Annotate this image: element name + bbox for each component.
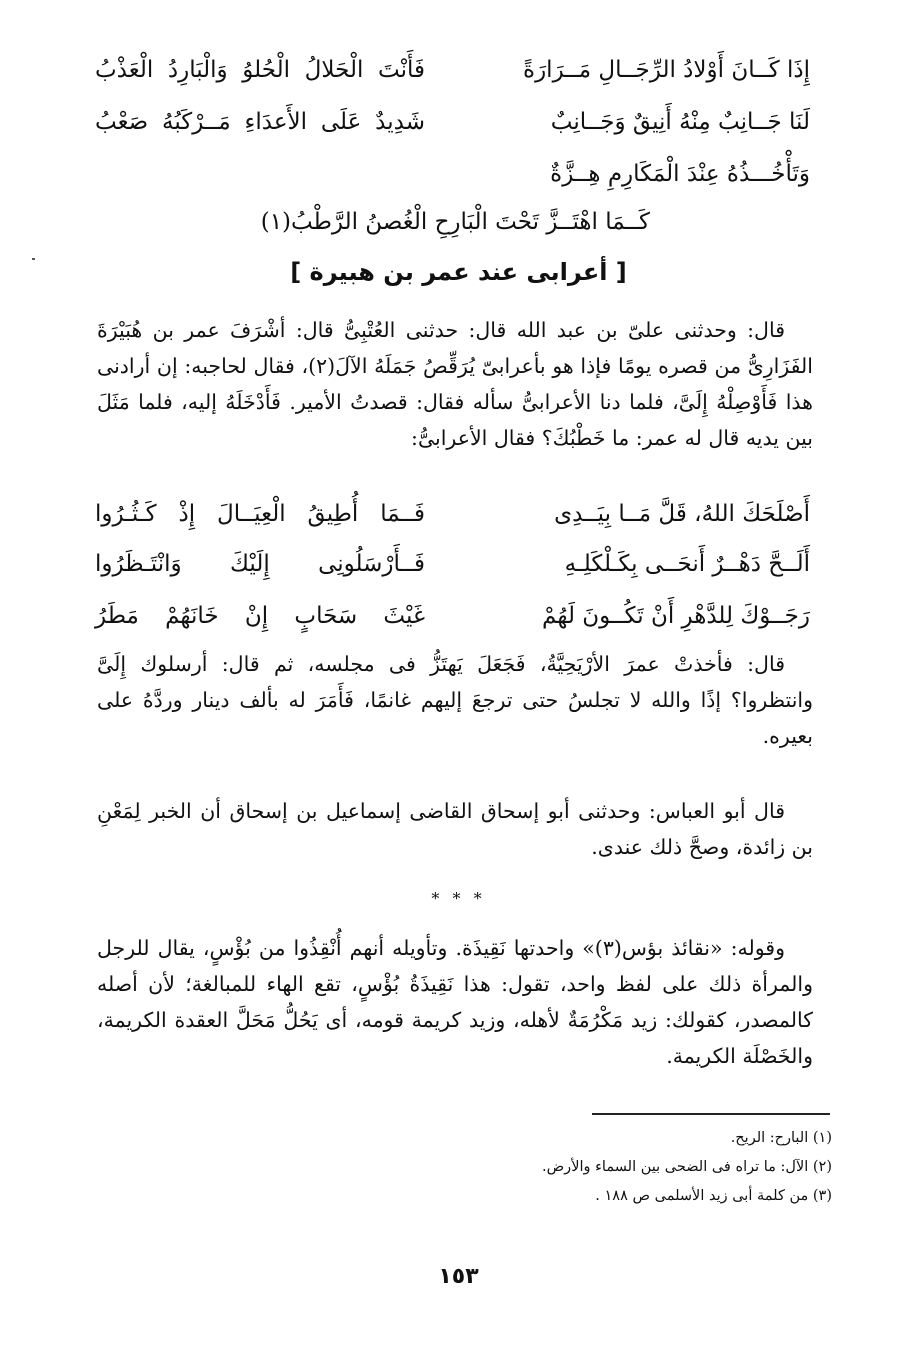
verse-second-hemistich: شَدِيدٌ عَلَى الأَعدَاءِ مَــرْكَبُهُ صَعْبُ <box>95 109 425 135</box>
verse-second-hemistich: فَــأَرْسَلُونِى إِلَيْكَ وَانْتَـظَرُوا <box>95 551 425 577</box>
poem1-verse-2 <box>95 102 810 142</box>
poem1-verse-3-second-hemistich: كَــمَا اهْتَــزَّ تَحْتَ الْبَارِحِ الْغُصنُ الرَّطْبُ(١) <box>260 209 650 235</box>
verse-first-hemistich: أَلَــحَّ دَهْــرٌ أَنحَــى بِكَـلْكَلِـهِ <box>564 551 810 577</box>
paragraph-1 <box>97 312 813 456</box>
section-title: [ أعرابى عند عمر بن هبيرة ] <box>290 258 627 286</box>
paragraph-2 <box>97 646 813 754</box>
paragraph-text: قال: وحدثنى علىّ بن عبد الله قال: حدثنى العُتْبِىُّ قال: أشْرَفَ عمر بن هُبَيْرَةَ الفَزَارِىُّ من قصره يومًا فإذا هو بأعرابىّ يُرَقِّصُ جَمَلَهُ الآلَ(٢)، فقال لحاجبه: إن أرادنى هذا فَأَوْصِلْهُ إِلَىَّ، فلما دنا الأعرابىُّ سأله فقال: قصدتُ الأمير. فَأَدْخَلَهُ إليه، فلما مَثَلَ بين يديه قال له عمر: ما خَطْبُكَ؟ فقال الأعرابىُّ: <box>97 318 813 450</box>
poem2-verse-3 <box>95 596 810 636</box>
verse-first-hemistich: لَنَا جَــانِبٌ مِنْهُ أَنِيقٌ وَجَــانِبٌ <box>550 109 810 135</box>
verse-first-hemistich: إِذَا كَــانَ أَوْلادُ الرِّجَــالِ مَــرَارَةً <box>523 57 810 83</box>
footnote-1: (١) البارح: الريح. <box>730 1130 832 1146</box>
poem2-verse-1 <box>95 494 810 534</box>
footnote-3: (٣) من كلمة أبى زيد الأسلمى ص ١٨٨ . <box>595 1188 832 1204</box>
poem2-verse-2 <box>95 544 810 584</box>
paragraph-text: وقوله: «نقائذ بؤس(٣)» واحدتها نَقِيذَة. وتأويله أنهم أُنْقِذُوا من بُؤْسٍ، يقال للرجل والمرأة ذلك على لفظ واحد، تقول: هذا نَقِيذَةُ بُؤْسٍ، تقع الهاء للمبالغة؛ لأن أصله كالمصدر، كقولك: زيد مَكْرُمَةٌ لأهله، وزيد كريمة قومه، أى يَحُلُّ مَحَلَّ العقدة الكريمة، والخَصْلَة الكريمة. <box>97 936 813 1068</box>
footnote-2: (٢) الآل: ما تراه فى الضحى بين السماء والأرض. <box>542 1159 832 1175</box>
poem1-verse-1 <box>95 50 810 90</box>
verse-second-hemistich: فَأَنْتَ الْحَلالُ الْحُلوُ وَالْبَارِدُ الْعَذْبُ <box>95 57 425 83</box>
paragraph-4 <box>97 930 813 1074</box>
verse-first-hemistich: أَصْلَحَكَ اللهُ، قَلَّ مَــا بِيَــدِى <box>554 501 810 527</box>
verse-second-hemistich: غَيْثَ سَحَابٍ إِنْ خَانَهُمْ مَطَرُ <box>95 603 425 629</box>
page-number: ١٥٣ <box>438 1264 479 1289</box>
verse-first-hemistich: رَجَــوْكَ لِلدَّهْرِ أَنْ تَكُــونَ لَهُمْ <box>542 603 810 629</box>
section-separator: * * * <box>431 889 486 908</box>
scan-speck <box>32 258 35 260</box>
paragraph-3 <box>97 793 813 865</box>
paragraph-text: قال أبو العباس: وحدثنى أبو إسحاق القاضى إسماعيل بن إسحاق أن الخبر لِمَعْنِ بن زائدة، وصحَّ ذلك عندى. <box>97 799 813 859</box>
footnote-divider <box>592 1113 830 1115</box>
verse-second-hemistich: فَــمَا أُطِيقُ الْعِيَــالَ إِذْ كَـثُـرُوا <box>95 501 425 527</box>
paragraph-text: قال: فأخذتْ عمرَ الأرْيَحِيَّةُ، فَجَعَلَ يَهتَزُّ فى مجلسه، ثم قال: أرسلوك إِلَىَّ وانتظروا؟ إذًا والله لا تجلسُ حتى ترجعَ إليهم غانمًا، فَأَمَرَ له بألف دينار وردَّهُ على بعيره. <box>97 652 813 748</box>
poem1-verse-3-first-hemistich: وَتَأْخُـــذُهُ عِنْدَ الْمَكَارِمِ هِــزَّةٌ <box>550 161 810 187</box>
